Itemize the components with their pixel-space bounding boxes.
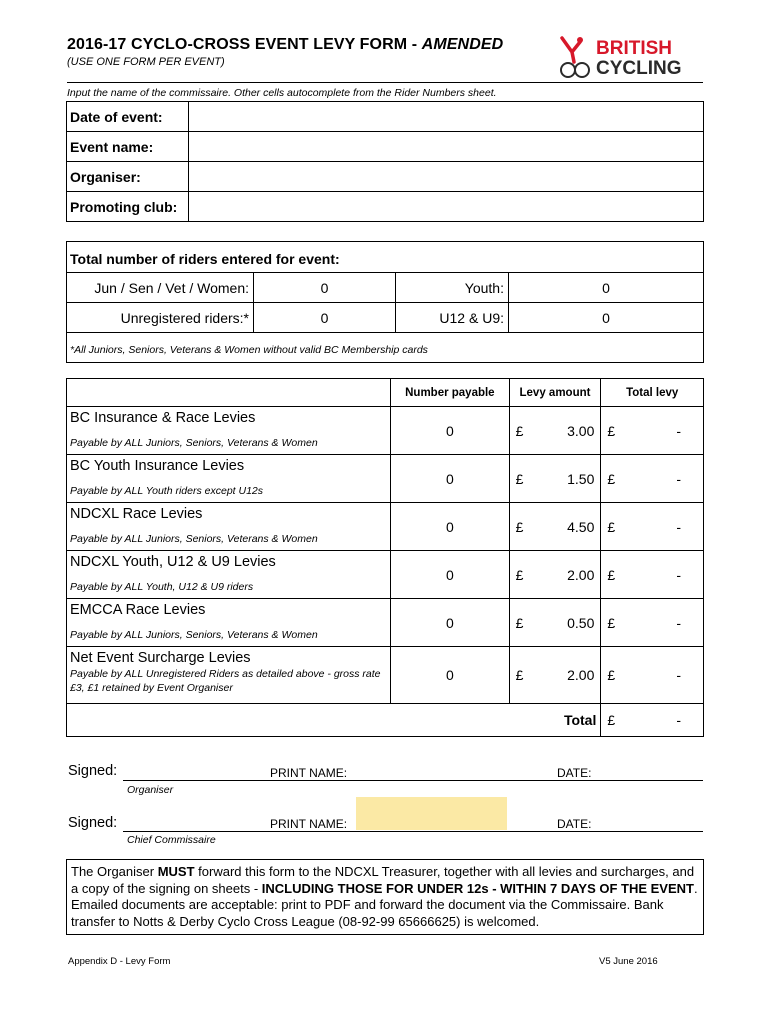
promoting-club-field[interactable]	[189, 192, 704, 222]
detail-row	[67, 102, 704, 132]
header-rule	[67, 82, 703, 83]
number-payable-cell: 0	[391, 503, 510, 551]
detail-row	[67, 162, 704, 192]
total-levy-cell	[601, 551, 704, 599]
total-levy-cell	[601, 503, 704, 551]
svg-text:CYCLING: CYCLING	[596, 58, 682, 79]
promoting-club-label: Promoting club:	[67, 192, 189, 222]
levy-description	[67, 599, 391, 647]
levy-amount-value: 3.00	[567, 422, 595, 439]
levy-row	[67, 455, 704, 503]
grand-total-cell	[601, 704, 704, 737]
jun-sen-value: 0	[254, 273, 396, 303]
currency-symbol: £	[515, 566, 524, 583]
total-levy-value: -	[676, 470, 681, 487]
levy-amount-header: Levy amount	[509, 379, 601, 407]
u12-label: U12 & U9:	[396, 303, 509, 333]
currency-symbol: £	[607, 422, 616, 439]
number-payable-cell: 0	[391, 551, 510, 599]
levy-note: Payable by ALL Juniors, Seniors, Veterans & Women	[70, 533, 318, 545]
currency-symbol: £	[515, 422, 524, 439]
commissaire-role-label: Chief Commissaire	[127, 834, 216, 846]
levy-amount-value: 2.00	[567, 566, 595, 583]
levy-amount-value: 1.50	[567, 470, 595, 487]
number-payable-cell: 0	[391, 599, 510, 647]
detail-row	[67, 132, 704, 162]
levy-amount-value: 4.50	[567, 518, 595, 535]
levy-header-row	[67, 379, 704, 407]
total-label: Total	[67, 704, 601, 737]
currency-symbol: £	[515, 470, 524, 487]
currency-symbol: £	[607, 518, 616, 535]
total-levy-cell	[601, 599, 704, 647]
levy-name: Net Event Surcharge Levies	[70, 650, 251, 666]
levy-name: EMCCA Race Levies	[70, 602, 206, 618]
total-levy-value: -	[676, 667, 681, 683]
number-payable-cell: 0	[391, 455, 510, 503]
levy-name: BC Insurance & Race Levies	[70, 410, 256, 426]
jun-sen-label: Jun / Sen / Vet / Women:	[67, 273, 254, 303]
levy-amount-cell	[509, 647, 601, 704]
commissaire-signature-line[interactable]	[123, 831, 703, 832]
levy-table	[66, 378, 704, 737]
levy-note: Payable by ALL Juniors, Seniors, Veterans & Women	[70, 437, 318, 449]
commissaire-date-label: DATE:	[557, 817, 592, 831]
total-levy-value: -	[676, 518, 681, 535]
u12-value: 0	[509, 303, 704, 333]
event-name-field[interactable]	[189, 132, 704, 162]
date-label: Date of event:	[67, 102, 189, 132]
detail-row	[67, 192, 704, 222]
total-levy-cell	[601, 647, 704, 704]
levy-amount-cell	[509, 503, 601, 551]
youth-value: 0	[509, 273, 704, 303]
number-payable-header: Number payable	[391, 379, 510, 407]
levy-amount-cell	[509, 407, 601, 455]
currency-symbol: £	[607, 614, 616, 631]
organiser-date-label: DATE:	[557, 766, 592, 780]
organiser-label: Organiser:	[67, 162, 189, 192]
levy-description	[67, 503, 391, 551]
levy-description	[67, 455, 391, 503]
levy-amount-cell	[509, 455, 601, 503]
levy-note: Payable by ALL Juniors, Seniors, Veterans & Women	[70, 629, 318, 641]
levy-note: Payable by ALL Unregistered Riders as detailed above - gross rate £3, £1 retained by Event Organiser	[70, 668, 381, 694]
event-details-table	[66, 101, 704, 222]
organiser-signed-label: Signed:	[68, 763, 118, 779]
currency-symbol: £	[607, 566, 616, 583]
levy-name: BC Youth Insurance Levies	[70, 458, 245, 474]
currency-symbol: £	[607, 470, 616, 487]
riders-box	[66, 241, 704, 363]
currency-symbol: £	[607, 667, 616, 683]
levy-row	[67, 551, 704, 599]
organiser-field[interactable]	[189, 162, 704, 192]
levy-total-row	[67, 704, 704, 737]
instruction-text: Input the name of the commissaire. Other cells autocomplete from the Rider Numbers sheet.	[67, 87, 497, 99]
footer-right: V5 June 2016	[599, 956, 658, 967]
british-cycling-logo	[558, 34, 703, 80]
currency-symbol: £	[607, 712, 616, 728]
organiser-print-name-label: PRINT NAME:	[270, 766, 348, 780]
levy-description	[67, 551, 391, 599]
levy-amount-value: 0.50	[567, 614, 595, 631]
levy-row	[67, 503, 704, 551]
cyclist-icon	[561, 37, 589, 77]
date-field[interactable]	[189, 102, 704, 132]
event-name-label: Event name:	[67, 132, 189, 162]
currency-symbol: £	[515, 614, 524, 631]
total-levy-cell	[601, 455, 704, 503]
currency-symbol: £	[515, 667, 524, 683]
youth-label: Youth:	[396, 273, 509, 303]
levy-note: Payable by ALL Youth riders except U12s	[70, 485, 264, 497]
riders-title: Total number of riders entered for event:	[70, 251, 340, 267]
footer-left: Appendix D - Levy Form	[68, 956, 171, 967]
riders-footnote: *All Juniors, Seniors, Veterans & Women without valid BC Membership cards	[70, 344, 428, 356]
unregistered-label: Unregistered riders:*	[67, 303, 254, 333]
number-payable-cell: 0	[391, 647, 510, 704]
number-payable-cell: 0	[391, 407, 510, 455]
total-levy-cell	[601, 407, 704, 455]
organiser-role-label: Organiser	[127, 784, 174, 796]
unregistered-value: 0	[254, 303, 396, 333]
commissaire-print-name-label: PRINT NAME:	[270, 817, 348, 831]
levy-row	[67, 599, 704, 647]
levy-description	[67, 647, 391, 704]
levy-amount-cell	[509, 599, 601, 647]
levy-amount-cell	[509, 551, 601, 599]
riders-grid	[66, 272, 704, 333]
total-levy-value: -	[676, 566, 681, 583]
total-levy-value: -	[676, 422, 681, 439]
commissaire-signed-label: Signed:	[68, 815, 118, 831]
levy-name: NDCXL Youth, U12 & U9 Levies	[70, 554, 276, 570]
total-levy-header: Total levy	[601, 379, 704, 407]
grand-total-value: -	[676, 712, 681, 728]
submission-notice: The Organiser MUST forward this form to the NDCXL Treasurer, together with all levies and surcharges, and a copy of the signing on sheets - INCLUDING THOSE FOR UNDER 12s - WITHIN 7 DAYS OF THE EVENT. Emailed documents are acceptable: print to PDF and forward the document via the Commissaire. Bank transfer to Notts & Derby Cyclo Cross League (08-92-99 65666625) is welcomed.	[66, 859, 704, 935]
levy-amount-value: 2.00	[567, 667, 595, 683]
svg-text:BRITISH: BRITISH	[596, 38, 672, 59]
currency-symbol: £	[515, 518, 524, 535]
levy-row	[67, 647, 704, 704]
levy-note: Payable by ALL Youth, U12 & U9 riders	[70, 581, 254, 593]
form-subtitle: (USE ONE FORM PER EVENT)	[67, 56, 225, 68]
form-title: 2016-17 CYCLO-CROSS EVENT LEVY FORM - AMENDED	[67, 36, 504, 53]
levy-name: NDCXL Race Levies	[70, 506, 203, 522]
organiser-signature-line[interactable]	[123, 780, 703, 781]
levy-row	[67, 407, 704, 455]
commissaire-name-field[interactable]	[356, 797, 507, 830]
total-levy-value: -	[676, 614, 681, 631]
levy-description	[67, 407, 391, 455]
